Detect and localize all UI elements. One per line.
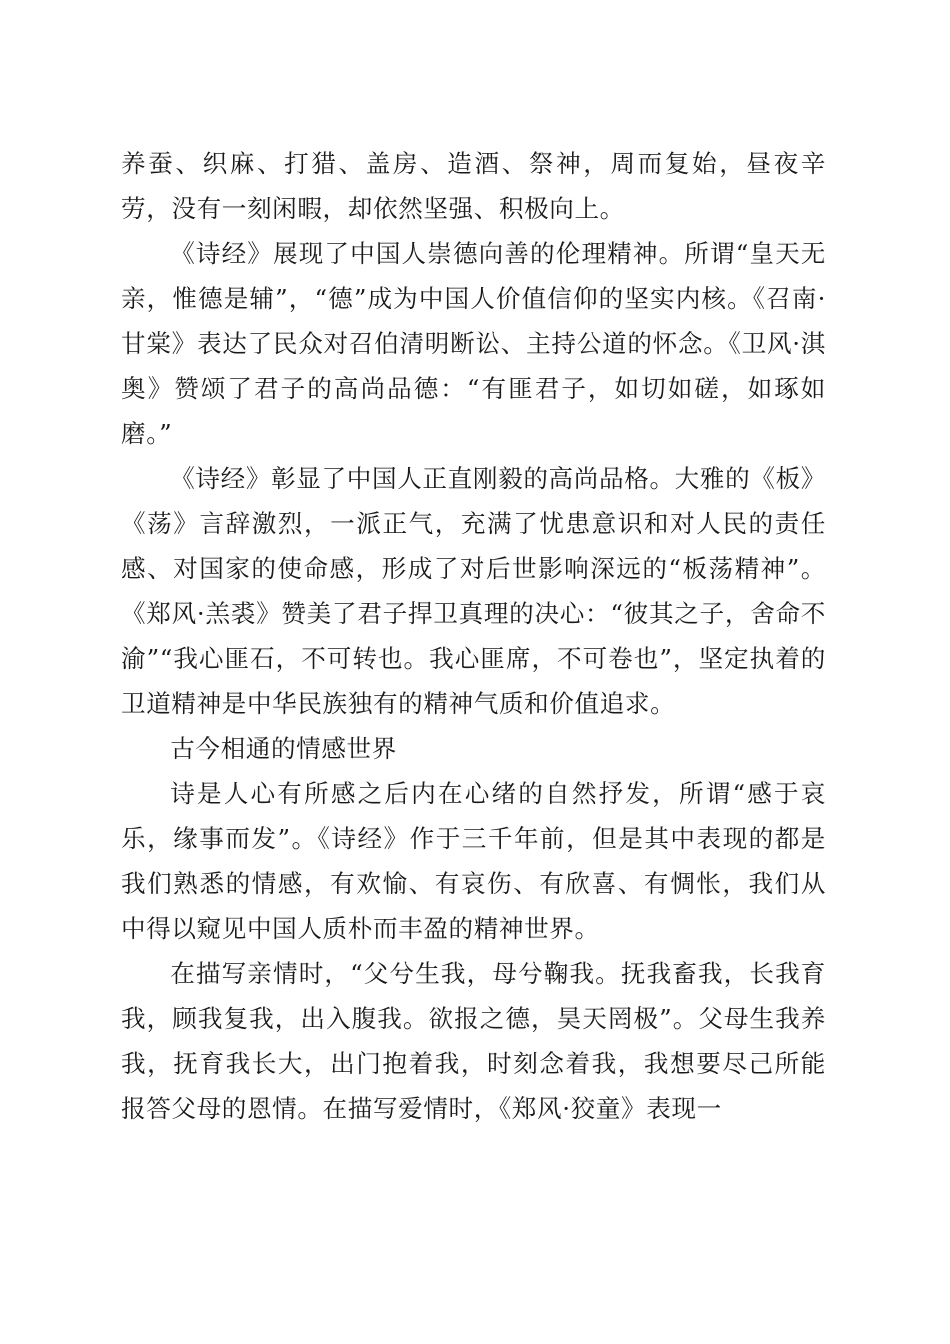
paragraph-emotion: 诗是人心有所感之后内在心绪的自然抒发，所谓“感于哀乐，缘事而发”。《诗经》作于三千年前，但是其中表现的都是我们熟悉的情感，有欢愉、有哀伤、有欣喜、有惆怅，我们从中得以窥见中国人质朴而丰盈的精神世界。	[121, 779, 826, 943]
paragraph-continuation: 养蚕、织麻、打猎、盖房、造酒、祭神，周而复始，昼夜辛劳，没有一刻闲暇，却依然坚强、积极向上。	[121, 149, 826, 223]
paragraph-character: 《诗经》彰显了中国人正直刚毅的高尚品格。大雅的《板》《荡》言辞激烈，一派正气，充满了忧患意识和对人民的责任感、对国家的使命感，形成了对后世影响深远的“板荡精神”。《郑风·羔裘》赞美了君子捍卫真理的决心：“彼其之子，舍命不渝”“我心匪石，不可转也。我心匪席，不可卷也”，坚定执着的卫道精神是中华民族独有的精神气质和价值追求。	[121, 464, 826, 718]
paragraph-ethics: 《诗经》展现了中国人崇德向善的伦理精神。所谓“皇天无亲，惟德是辅”，“德”成为中国人价值信仰的坚实内核。《召南·甘棠》表达了民众对召伯清明断讼、主持公道的怀念。《卫风·淇奥》赞颂了君子的高尚品德：“有匪君子，如切如磋，如琢如磨。”	[121, 239, 826, 448]
document-body	[121, 141, 826, 1131]
section-heading: 古今相通的情感世界	[170, 734, 397, 763]
paragraph-family-love: 在描写亲情时，“父兮生我，母兮鞠我。抚我畜我，长我育我，顾我复我，出入腹我。欲报之德，昊天罔极”。父母生我养我，抚育我长大，出门抱着我，时刻念着我，我想要尽己所能报答父母的恩情。在描写爱情时，《郑风·狡童》表现一	[121, 959, 826, 1123]
